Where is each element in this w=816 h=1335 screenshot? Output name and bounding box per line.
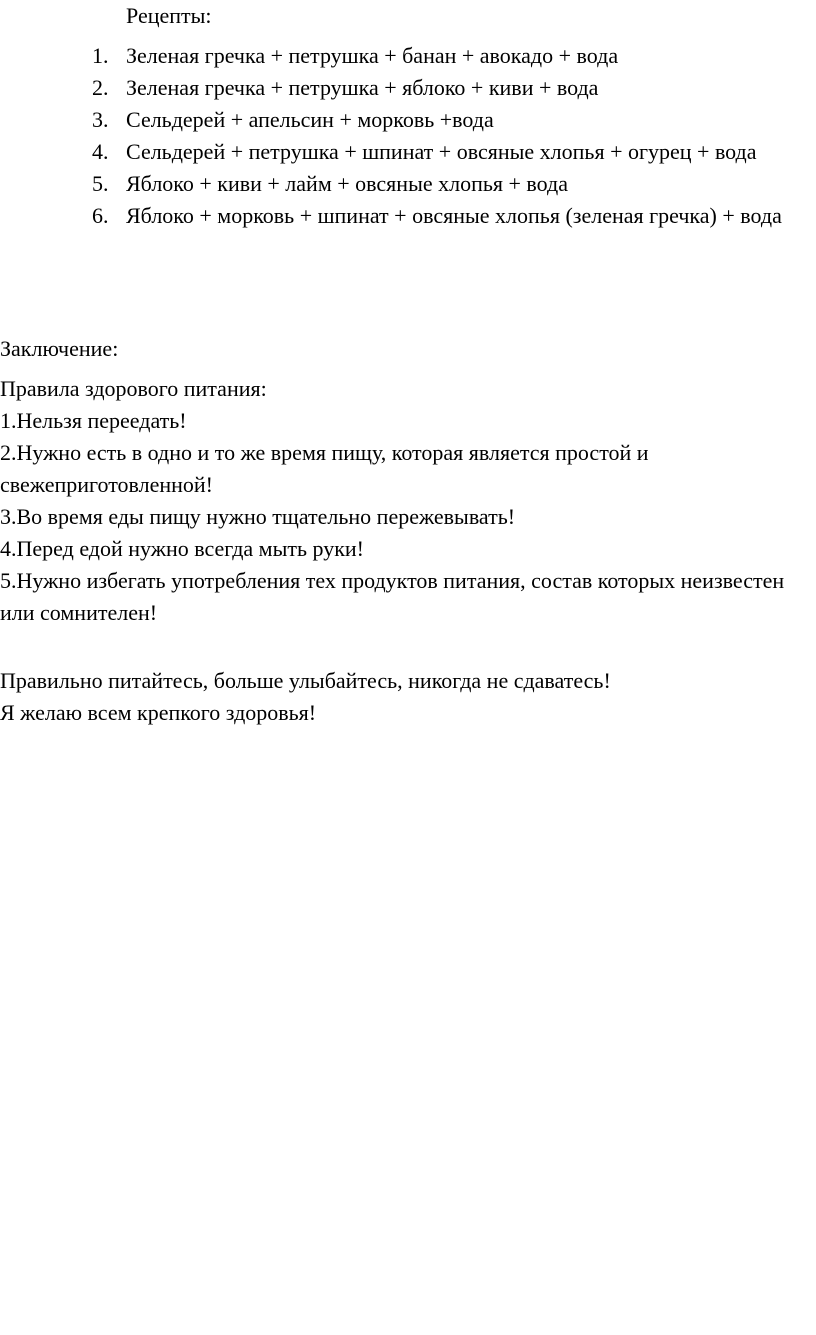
recipe-text: Зеленая гречка + петрушка + банан + авокадо + вода [126,43,619,68]
recipe-text: Сельдерей + петрушка + шпинат + овсяные хлопья + огурец + вода [126,139,757,164]
recipe-item [0,200,816,232]
recipe-item [0,168,816,200]
closing-line: Правильно питайтесь, больше улыбайтесь, никогда не сдаватесь! [0,668,611,693]
recipe-number: 5. [92,171,109,196]
rule-item: 1.Нельзя переедать! [0,408,187,433]
rule-item: 3.Во время еды пищу нужно тщательно пережевывать! [0,504,516,529]
rule-item: 4.Перед едой нужно всегда мыть руки! [0,536,365,561]
recipe-number: 6. [92,203,109,228]
rules-section [0,373,800,629]
recipe-item [0,136,816,168]
recipe-text: Яблоко + киви + лайм + овсяные хлопья + вода [126,171,568,196]
recipe-number: 3. [92,107,109,132]
recipe-text: Яблоко + морковь + шпинат + овсяные хлопья (зеленая гречка) + вода [126,203,782,228]
recipe-item [0,40,816,72]
rules-title: Правила здорового питания: [0,376,267,401]
rule-item: 5.Нужно избегать употребления тех продуктов питания, состав которых неизвестен или сомнителен! [0,568,785,625]
closing-section [0,665,800,729]
recipe-item [0,104,816,136]
recipe-number: 2. [92,75,109,100]
recipe-number: 4. [92,139,109,164]
recipe-text: Сельдерей + апельсин + морковь +вода [126,107,494,132]
closing-line: Я желаю всем крепкого здоровья! [0,700,317,725]
recipe-text: Зеленая гречка + петрушка + яблоко + киви + вода [126,75,599,100]
recipes-heading: Рецепты: [126,3,212,28]
rule-item: 2.Нужно есть в одно и то же время пищу, которая является простой и свежеприготовленной! [0,440,649,497]
conclusion-heading: Заключение: [0,336,119,361]
recipe-item [0,72,816,104]
recipe-list [0,40,816,232]
recipe-number: 1. [92,43,109,68]
